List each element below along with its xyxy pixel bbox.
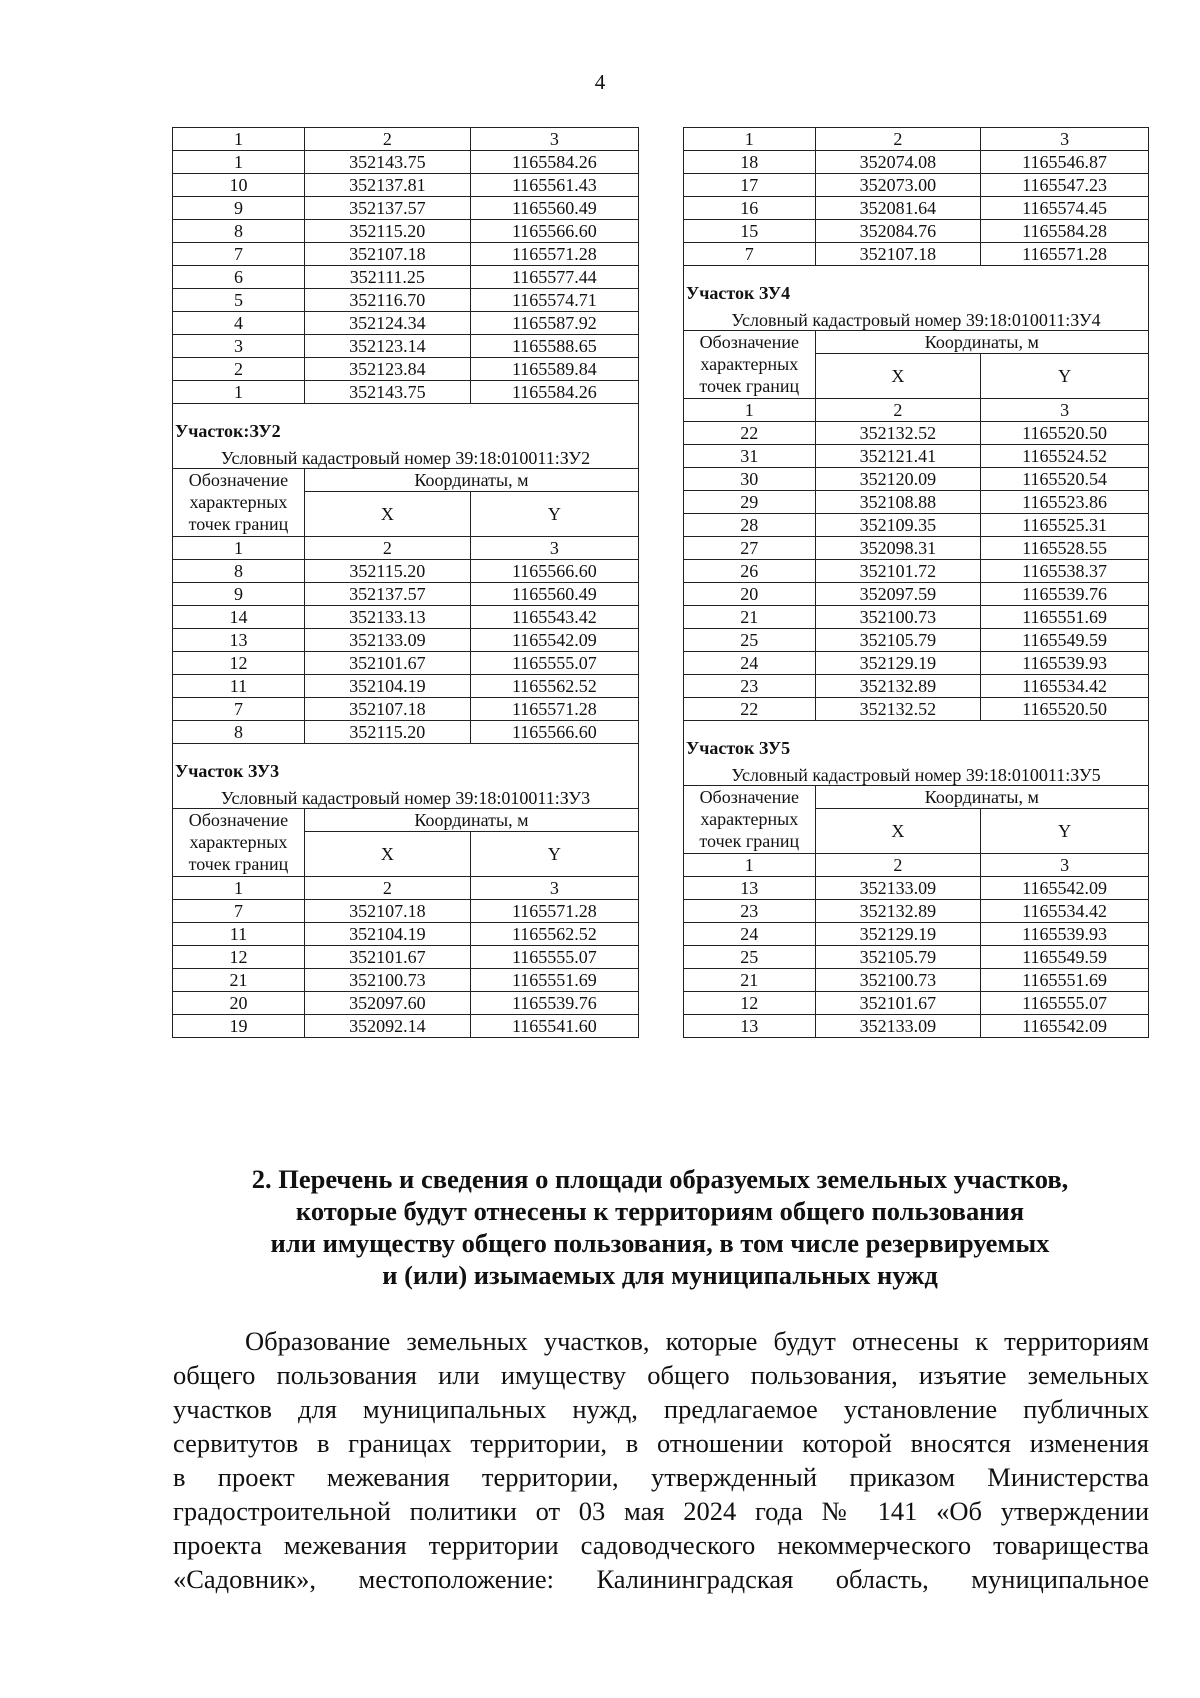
x-coordinate-cell: 352104.19: [304, 675, 470, 698]
x-coordinate-cell: 352074.08: [815, 151, 981, 174]
cadastral-number-row: [173, 781, 639, 809]
y-coordinate-cell: 1165520.50: [981, 698, 1149, 721]
table-row: [173, 652, 639, 675]
x-coordinate-cell: 352132.89: [815, 675, 981, 698]
y-coordinate-cell: 1165574.45: [981, 197, 1149, 220]
section-title-row: [173, 404, 639, 442]
table-row: [684, 877, 1149, 900]
paragraph-line: «Садовник», местоположение: Калининградская область, муниципальное: [173, 1564, 1149, 1594]
column-number-3: 3: [981, 399, 1149, 422]
paragraph-line: Образование земельных участков, которые будут отнесены к территориям: [245, 1326, 1149, 1356]
x-coordinate-cell: 352129.19: [815, 923, 981, 946]
x-coordinate-cell: 352115.20: [304, 721, 470, 744]
x-coordinate-cell: 352137.57: [304, 197, 470, 220]
cadastral-number: Условный кадастровый номер 39:18:010011:ЗУ2: [173, 441, 639, 469]
column-number-1: 1: [684, 399, 816, 422]
column-number-row: [684, 128, 1149, 151]
x-coordinate-cell: 352143.75: [304, 381, 470, 404]
table-row: [173, 900, 639, 923]
section-title: Участок ЗУ4: [684, 266, 1149, 304]
x-coordinate-cell: 352100.73: [815, 606, 981, 629]
x-coordinate-cell: 352101.67: [304, 946, 470, 969]
point-number-cell: 1: [173, 381, 305, 404]
x-coordinate-cell: 352133.09: [815, 1015, 981, 1038]
heading-line: которые будут отнесены к территориям общего пользования: [295, 1196, 1025, 1226]
column-number-1: 1: [684, 854, 816, 877]
y-coordinate-cell: 1165555.07: [470, 652, 638, 675]
paragraph-line: общего пользования или имуществу общего пользования, изъятие земельных: [173, 1360, 1149, 1390]
column-number-2: 2: [304, 877, 470, 900]
y-axis-header: Y: [470, 492, 638, 537]
x-axis-header: X: [815, 354, 981, 399]
table-row: [684, 468, 1149, 491]
y-coordinate-cell: 1165584.26: [470, 381, 638, 404]
y-coordinate-cell: 1165584.28: [981, 220, 1149, 243]
table-row: [173, 151, 639, 174]
x-coordinate-cell: 352133.09: [815, 877, 981, 900]
designation-header-line: характерных: [700, 809, 799, 829]
y-coordinate-cell: 1165566.60: [470, 721, 638, 744]
table-row: [684, 151, 1149, 174]
y-coordinate-cell: 1165551.69: [470, 969, 638, 992]
x-coordinate-cell: 352124.34: [304, 312, 470, 335]
point-number-cell: 27: [684, 537, 816, 560]
y-coordinate-cell: 1165543.42: [470, 606, 638, 629]
x-coordinate-cell: 352101.67: [304, 652, 470, 675]
y-coordinate-cell: 1165547.23: [981, 174, 1149, 197]
x-coordinate-cell: 352081.64: [815, 197, 981, 220]
x-coordinate-cell: 352121.41: [815, 445, 981, 468]
x-coordinate-cell: 352123.14: [304, 335, 470, 358]
y-coordinate-cell: 1165539.93: [981, 652, 1149, 675]
x-coordinate-cell: 352143.75: [304, 151, 470, 174]
designation-header: [684, 331, 816, 399]
x-axis-header: X: [815, 809, 981, 854]
coordinates-header: Координаты, м: [815, 786, 1148, 809]
x-coordinate-cell: 352092.14: [304, 1015, 470, 1038]
y-coordinate-cell: 1165546.87: [981, 151, 1149, 174]
x-coordinate-cell: 352100.73: [815, 969, 981, 992]
x-coordinate-cell: 352111.25: [304, 266, 470, 289]
table-row: [173, 335, 639, 358]
designation-header-line: Обозначение: [699, 332, 800, 352]
point-number-cell: 9: [173, 197, 305, 220]
y-coordinate-cell: 1165542.09: [981, 1015, 1149, 1038]
x-coordinate-cell: 352132.52: [815, 698, 981, 721]
point-number-cell: 31: [684, 445, 816, 468]
table-row: [173, 606, 639, 629]
column-number-1: 1: [173, 537, 305, 560]
point-number-cell: 28: [684, 514, 816, 537]
point-number-cell: 8: [173, 721, 305, 744]
y-axis-header: Y: [981, 354, 1149, 399]
x-coordinate-cell: 352115.20: [304, 560, 470, 583]
point-number-cell: 8: [173, 220, 305, 243]
point-number-cell: 22: [684, 698, 816, 721]
section-2-heading: [160, 1163, 1160, 1291]
column-number-1: 1: [173, 877, 305, 900]
point-number-cell: 30: [684, 468, 816, 491]
cadastral-number: Условный кадастровый номер 39:18:010011:ЗУ4: [684, 303, 1149, 331]
y-coordinate-cell: 1165539.93: [981, 923, 1149, 946]
coordinates-header: Координаты, м: [304, 809, 638, 832]
table-row: [684, 946, 1149, 969]
point-number-cell: 16: [684, 197, 816, 220]
point-number-cell: 15: [684, 220, 816, 243]
x-coordinate-cell: 352107.18: [815, 243, 981, 266]
y-coordinate-cell: 1165539.76: [981, 583, 1149, 606]
x-coordinate-cell: 352109.35: [815, 514, 981, 537]
point-number-cell: 13: [173, 629, 305, 652]
y-coordinate-cell: 1165571.28: [470, 900, 638, 923]
point-number-cell: 24: [684, 923, 816, 946]
table-row: [684, 422, 1149, 445]
designation-header-line: Обозначение: [188, 810, 289, 830]
y-coordinate-cell: 1165562.52: [470, 675, 638, 698]
table-row: [684, 537, 1149, 560]
point-number-cell: 9: [173, 583, 305, 606]
x-coordinate-cell: 352132.89: [815, 900, 981, 923]
table-row: [684, 560, 1149, 583]
table-row: [173, 358, 639, 381]
y-coordinate-cell: 1165528.55: [981, 537, 1149, 560]
y-coordinate-cell: 1165566.60: [470, 220, 638, 243]
cadastral-number: Условный кадастровый номер 39:18:010011:ЗУ5: [684, 758, 1149, 786]
point-number-cell: 2: [173, 358, 305, 381]
point-number-cell: 22: [684, 422, 816, 445]
point-number-cell: 7: [173, 698, 305, 721]
column-number-3: 3: [470, 128, 638, 151]
y-coordinate-cell: 1165574.71: [470, 289, 638, 312]
x-axis-header: X: [304, 832, 470, 877]
section-title: Участок ЗУ5: [684, 721, 1149, 759]
column-number-3: 3: [981, 128, 1149, 151]
paragraph-line: участков для муниципальных нужд, предлагаемое установление публичных: [173, 1394, 1149, 1424]
point-number-cell: 10: [173, 174, 305, 197]
point-number-cell: 7: [173, 243, 305, 266]
point-number-cell: 20: [684, 583, 816, 606]
table-row: [684, 491, 1149, 514]
column-number-3: 3: [470, 877, 638, 900]
paragraph-line: градостроительной политики от 03 мая 2024 года № 141 «Об утверждении: [173, 1496, 1149, 1526]
header-row: [173, 809, 639, 832]
y-coordinate-cell: 1165571.28: [470, 698, 638, 721]
table-row: [173, 174, 639, 197]
point-number-cell: 8: [173, 560, 305, 583]
point-number-cell: 12: [173, 652, 305, 675]
table-row: [173, 992, 639, 1015]
y-coordinate-cell: 1165589.84: [470, 358, 638, 381]
table-row: [684, 445, 1149, 468]
column-number-row: [173, 877, 639, 900]
point-number-cell: 21: [173, 969, 305, 992]
table-row: [173, 675, 639, 698]
point-number-cell: 1: [173, 151, 305, 174]
table-row: [173, 629, 639, 652]
designation-header-line: Обозначение: [188, 470, 289, 490]
table-row: [684, 992, 1149, 1015]
cadastral-number: Условный кадастровый номер 39:18:010011:ЗУ3: [173, 781, 639, 809]
point-number-cell: 5: [173, 289, 305, 312]
header-row: [684, 786, 1149, 809]
point-number-cell: 4: [173, 312, 305, 335]
y-coordinate-cell: 1165542.09: [470, 629, 638, 652]
table-row: [173, 560, 639, 583]
x-coordinate-cell: 352101.72: [815, 560, 981, 583]
point-number-cell: 7: [684, 243, 816, 266]
y-axis-header: Y: [981, 809, 1149, 854]
point-number-cell: 13: [684, 877, 816, 900]
table-row: [684, 583, 1149, 606]
x-coordinate-cell: 352132.52: [815, 422, 981, 445]
x-coordinate-cell: 352097.60: [304, 992, 470, 1015]
y-coordinate-cell: 1165549.59: [981, 629, 1149, 652]
x-coordinate-cell: 352084.76: [815, 220, 981, 243]
designation-header-line: характерных: [189, 832, 288, 852]
x-axis-header: X: [304, 492, 470, 537]
table-row: [173, 923, 639, 946]
designation-header-line: точек границ: [188, 854, 289, 874]
column-number-1: 1: [684, 128, 816, 151]
table-row: [173, 312, 639, 335]
designation-header: [684, 786, 816, 854]
designation-header-line: точек границ: [188, 514, 289, 534]
y-axis-header: Y: [470, 832, 638, 877]
y-coordinate-cell: 1165560.49: [470, 197, 638, 220]
section-title-row: [684, 721, 1149, 759]
section-title-row: [173, 744, 639, 782]
paragraph-line: сервитутов в границах территории, в отношении которой вносятся изменения: [173, 1428, 1149, 1458]
point-number-cell: 21: [684, 606, 816, 629]
column-number-row: [684, 854, 1149, 877]
point-number-cell: 12: [684, 992, 816, 1015]
point-number-cell: 23: [684, 900, 816, 923]
point-number-cell: 17: [684, 174, 816, 197]
table-row: [173, 266, 639, 289]
column-number-row: [173, 537, 639, 560]
y-coordinate-cell: 1165566.60: [470, 560, 638, 583]
point-number-cell: 19: [173, 1015, 305, 1038]
heading-line: и (или) изымаемых для муниципальных нужд: [382, 1260, 938, 1290]
x-coordinate-cell: 352108.88: [815, 491, 981, 514]
header-row: [173, 469, 639, 492]
section-title: Участок ЗУ3: [173, 744, 639, 782]
y-coordinate-cell: 1165524.52: [981, 445, 1149, 468]
designation-header: [173, 469, 305, 537]
section-title-row: [684, 266, 1149, 304]
table-row: [684, 514, 1149, 537]
coordinates-table-left: [172, 127, 639, 1038]
table-row: [173, 721, 639, 744]
point-number-cell: 18: [684, 151, 816, 174]
x-coordinate-cell: 352120.09: [815, 468, 981, 491]
table-row: [684, 652, 1149, 675]
y-coordinate-cell: 1165577.44: [470, 266, 638, 289]
table-row: [684, 969, 1149, 992]
x-coordinate-cell: 352107.18: [304, 698, 470, 721]
y-coordinate-cell: 1165587.92: [470, 312, 638, 335]
point-number-cell: 24: [684, 652, 816, 675]
x-coordinate-cell: 352107.18: [304, 243, 470, 266]
table-row: [684, 197, 1149, 220]
point-number-cell: 20: [173, 992, 305, 1015]
coordinates-header: Координаты, м: [304, 469, 638, 492]
y-coordinate-cell: 1165561.43: [470, 174, 638, 197]
x-coordinate-cell: 352098.31: [815, 537, 981, 560]
designation-header-line: характерных: [700, 354, 799, 374]
point-number-cell: 21: [684, 969, 816, 992]
x-coordinate-cell: 352133.13: [304, 606, 470, 629]
column-number-1: 1: [173, 128, 305, 151]
y-coordinate-cell: 1165555.07: [470, 946, 638, 969]
table-row: [684, 675, 1149, 698]
table-row: [684, 629, 1149, 652]
x-coordinate-cell: 352107.18: [304, 900, 470, 923]
table-row: [173, 381, 639, 404]
table-row: [684, 900, 1149, 923]
y-coordinate-cell: 1165555.07: [981, 992, 1149, 1015]
x-coordinate-cell: 352101.67: [815, 992, 981, 1015]
y-coordinate-cell: 1165538.37: [981, 560, 1149, 583]
point-number-cell: 11: [173, 675, 305, 698]
designation-header-line: точек границ: [699, 376, 800, 396]
x-coordinate-cell: 352133.09: [304, 629, 470, 652]
x-coordinate-cell: 352104.19: [304, 923, 470, 946]
column-number-3: 3: [470, 537, 638, 560]
column-number-2: 2: [815, 128, 981, 151]
y-coordinate-cell: 1165534.42: [981, 900, 1149, 923]
point-number-cell: 26: [684, 560, 816, 583]
y-coordinate-cell: 1165562.52: [470, 923, 638, 946]
point-number-cell: 6: [173, 266, 305, 289]
section-title: Участок:ЗУ2: [173, 404, 639, 442]
table-row: [173, 583, 639, 606]
y-coordinate-cell: 1165525.31: [981, 514, 1149, 537]
table-row: [684, 220, 1149, 243]
column-number-2: 2: [304, 537, 470, 560]
y-coordinate-cell: 1165551.69: [981, 969, 1149, 992]
x-coordinate-cell: 352137.57: [304, 583, 470, 606]
y-coordinate-cell: 1165549.59: [981, 946, 1149, 969]
table-row: [684, 1015, 1149, 1038]
x-coordinate-cell: 352129.19: [815, 652, 981, 675]
y-coordinate-cell: 1165560.49: [470, 583, 638, 606]
point-number-cell: 7: [173, 900, 305, 923]
column-number-2: 2: [815, 854, 981, 877]
y-coordinate-cell: 1165523.86: [981, 491, 1149, 514]
table-row: [173, 289, 639, 312]
x-coordinate-cell: 352115.20: [304, 220, 470, 243]
y-coordinate-cell: 1165551.69: [981, 606, 1149, 629]
table-row: [684, 174, 1149, 197]
heading-line: 2. Перечень и сведения о площади образуемых земельных участков,: [251, 1164, 1069, 1194]
paragraph-line: в проект межевания территории, утвержденный приказом Министерства: [173, 1462, 1149, 1492]
table-row: [684, 243, 1149, 266]
table-row: [173, 1015, 639, 1038]
column-number-row: [173, 128, 639, 151]
y-coordinate-cell: 1165571.28: [981, 243, 1149, 266]
y-coordinate-cell: 1165539.76: [470, 992, 638, 1015]
x-coordinate-cell: 352073.00: [815, 174, 981, 197]
point-number-cell: 12: [173, 946, 305, 969]
table-row: [684, 698, 1149, 721]
table-row: [684, 606, 1149, 629]
designation-header-line: характерных: [189, 492, 288, 512]
heading-line: или имуществу общего пользования, в том числе резервируемых: [270, 1228, 1050, 1258]
page-number: 4: [594, 70, 606, 94]
x-coordinate-cell: 352105.79: [815, 629, 981, 652]
y-coordinate-cell: 1165541.60: [470, 1015, 638, 1038]
y-coordinate-cell: 1165588.65: [470, 335, 638, 358]
table-row: [173, 220, 639, 243]
table-row: [173, 243, 639, 266]
point-number-cell: 11: [173, 923, 305, 946]
designation-header-line: точек границ: [699, 831, 800, 851]
column-number-2: 2: [304, 128, 470, 151]
paragraph-line: проекта межевания территории садоводческого некоммерческого товарищества: [173, 1530, 1149, 1560]
table-row: [684, 923, 1149, 946]
y-coordinate-cell: 1165542.09: [981, 877, 1149, 900]
column-number-2: 2: [815, 399, 981, 422]
point-number-cell: 14: [173, 606, 305, 629]
header-row: [684, 331, 1149, 354]
point-number-cell: 13: [684, 1015, 816, 1038]
y-coordinate-cell: 1165534.42: [981, 675, 1149, 698]
column-number-row: [684, 399, 1149, 422]
table-row: [173, 197, 639, 220]
x-coordinate-cell: 352137.81: [304, 174, 470, 197]
section-2-paragraph: [173, 1324, 1149, 1596]
table-row: [173, 946, 639, 969]
x-coordinate-cell: 352116.70: [304, 289, 470, 312]
table-row: [173, 698, 639, 721]
coordinates-table-right: [683, 127, 1149, 1038]
point-number-cell: 25: [684, 946, 816, 969]
column-number-3: 3: [981, 854, 1149, 877]
x-coordinate-cell: 352105.79: [815, 946, 981, 969]
y-coordinate-cell: 1165520.54: [981, 468, 1149, 491]
designation-header-line: Обозначение: [699, 787, 800, 807]
cadastral-number-row: [684, 303, 1149, 331]
cadastral-number-row: [173, 441, 639, 469]
y-coordinate-cell: 1165520.50: [981, 422, 1149, 445]
x-coordinate-cell: 352123.84: [304, 358, 470, 381]
point-number-cell: 23: [684, 675, 816, 698]
y-coordinate-cell: 1165584.26: [470, 151, 638, 174]
point-number-cell: 3: [173, 335, 305, 358]
designation-header: [173, 809, 305, 877]
y-coordinate-cell: 1165571.28: [470, 243, 638, 266]
point-number-cell: 25: [684, 629, 816, 652]
x-coordinate-cell: 352100.73: [304, 969, 470, 992]
point-number-cell: 29: [684, 491, 816, 514]
table-row: [173, 969, 639, 992]
coordinates-header: Координаты, м: [815, 331, 1148, 354]
x-coordinate-cell: 352097.59: [815, 583, 981, 606]
cadastral-number-row: [684, 758, 1149, 786]
